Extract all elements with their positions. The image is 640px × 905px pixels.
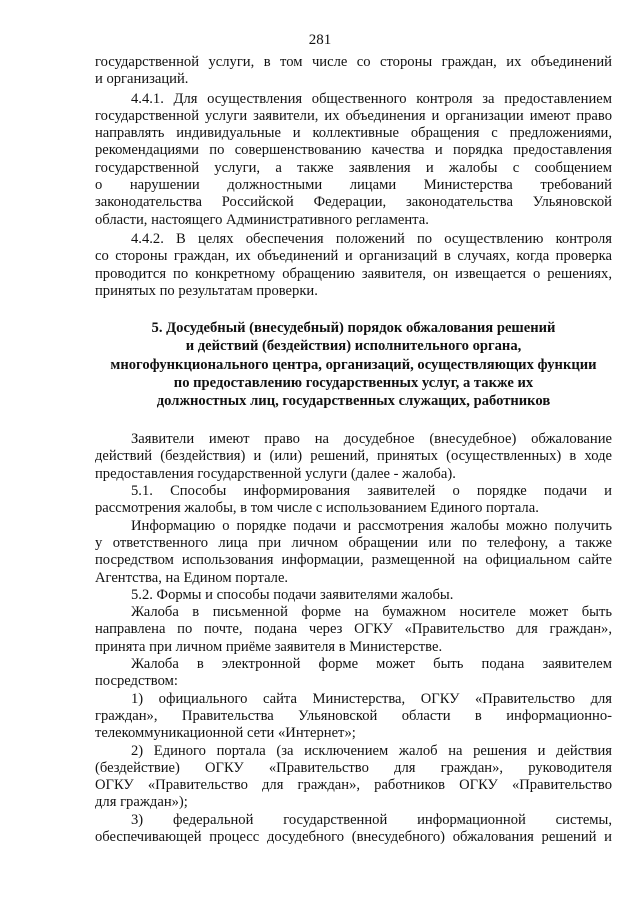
text-line: государственной услуги, а также заявления и жалобы с сообщением <box>95 159 612 176</box>
heading-line: по предоставлению государственных услуг, а также их <box>173 374 534 391</box>
text-line: граждан», Правительства Ульяновской области в информационно- <box>95 707 612 724</box>
text-line: (бездействие) ОГКУ «Правительство для граждан», руководителя <box>95 759 612 776</box>
heading-line: должностных лиц, государственных служащих, работников <box>156 392 551 409</box>
text-line: у ответственного лица при личном обращении или по телефону, а также <box>95 534 612 551</box>
text-line: обеспечивающей процесс досудебного (внесудебного) обжалования решений и <box>95 829 612 845</box>
text-line: Агентства, на Едином портале. <box>95 569 289 586</box>
text-line: 2) Единого портала (за исключением жалоб на решения и действия <box>131 742 612 759</box>
text-line: 5.1. Способы информирования заявителей о порядке подачи и <box>131 483 612 500</box>
paragraph-continuation <box>95 54 612 89</box>
text-line: государственной услуги заявители, их объединения и организации имеют право <box>95 107 612 124</box>
heading-line: и действий (бездействия) исполнительного органа, <box>185 338 522 355</box>
text-line: направлена по почте, подана через ОГКУ «Правительство для граждан», <box>95 621 612 638</box>
text-line: 3) федеральной государственной информационной системы, <box>131 811 612 828</box>
text-line: принятых по результатам проверки. <box>95 282 318 299</box>
text-line: Заявители имеют право на досудебное (внесудебное) обжалование <box>131 431 612 448</box>
text-line: законодательства Российской Федерации, законодательства Ульяновской <box>95 194 612 211</box>
text-line: Жалоба в электронной форме может быть подана заявителем <box>131 656 612 673</box>
text-line: направлять индивидуальные и коллективные обращения с предложениями, <box>95 125 612 142</box>
section-5-body <box>95 431 612 846</box>
text-line: Информацию о порядке подачи и рассмотрения жалобы можно получить <box>131 517 612 534</box>
text-line: ОГКУ «Правительство для граждан», работников ОГКУ «Правительство <box>95 777 612 794</box>
text-line: и организаций. <box>95 71 189 88</box>
text-line: Жалоба в письменной форме на бумажном носителе может быть <box>131 604 612 621</box>
text-line: предоставления государственной услуги (далее - жалоба). <box>95 465 456 482</box>
paragraph-4-4-1 <box>95 91 612 229</box>
text-line: 4.4.1. Для осуществления общественного контроля за предоставлением <box>131 90 612 107</box>
text-line: о нарушении должностными лицами Министерства требований <box>95 177 612 194</box>
paragraph-4-4-2 <box>95 231 612 300</box>
text-line: 1) официального сайта Министерства, ОГКУ «Правительство для <box>131 690 612 707</box>
text-line: принята при личном приёме заявителя в Министерстве. <box>95 638 443 655</box>
text-line: государственной услуги, в том числе со стороны граждан, их объединений <box>95 54 612 70</box>
text-line: проводится по конкретному обращению заявителя, он извещается о решениях, <box>95 265 612 282</box>
section-5-heading <box>95 319 612 410</box>
text-line: рассмотрения жалобы, в том числе с использованием Единого портала. <box>95 500 539 517</box>
heading-line: многофункционального центра, организаций, осуществляющих функции <box>110 356 597 373</box>
text-line: телекоммуникационной сети «Интернет»; <box>95 725 356 742</box>
text-line: действий (бездействия) и (или) решений, принятых (осуществленных) в ходе <box>95 448 612 465</box>
text-line: для граждан»); <box>95 794 188 811</box>
page-number: 281 <box>308 32 332 48</box>
text-line: 5.2. Формы и способы подачи заявителями жалобы. <box>131 586 454 603</box>
heading-line: 5. Досудебный (внесудебный) порядок обжалования решений <box>151 320 556 337</box>
text-line: посредством использования информации, размещенной на официальном сайте <box>95 552 612 569</box>
text-line: рекомендациями по совершенствованию качества и порядка предоставления <box>95 142 612 159</box>
document-body <box>95 54 612 846</box>
text-line: области, настоящего Административного регламента. <box>95 211 429 228</box>
text-line: посредством: <box>95 673 178 690</box>
text-line: 4.4.2. В целях обеспечения положений по осуществлению контроля <box>131 230 612 247</box>
text-line: со стороны граждан, их объединений и организаций в случаях, когда проверка <box>95 248 612 265</box>
